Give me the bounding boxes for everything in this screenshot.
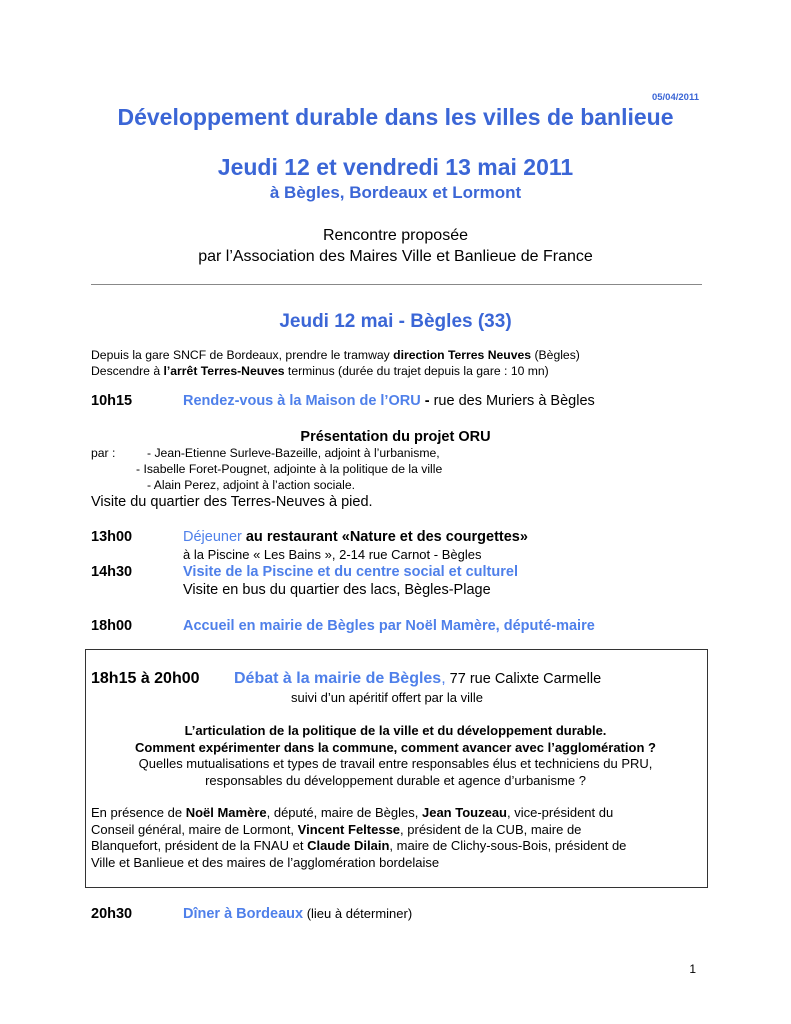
schedule-sub: à la Piscine « Les Bains », 2-14 rue Carnot - Bègles — [183, 547, 482, 562]
day-title: Jeudi 12 mai - Bègles (33) — [279, 311, 512, 332]
directions-text: Descendre à — [91, 364, 164, 378]
presence-name: Vincent Feltesse — [297, 822, 401, 837]
presenter-2: - Isabelle Foret-Pougnet, adjointe à la politique de la ville — [136, 462, 443, 476]
presence-name: Claude Dilain — [307, 838, 390, 853]
debate-question-4: responsables du développement durable et agence d’urbanisme ? — [205, 773, 586, 788]
schedule-time: 20h30 — [91, 906, 133, 922]
presence-text: , président de la CUB, maire de — [400, 822, 582, 837]
schedule-event: Accueil en mairie de Bègles par Noël Mamère, député-maire — [183, 618, 595, 634]
schedule-time: 10h15 — [91, 393, 133, 409]
schedule-event: Visite de la Piscine et du centre social et culturel — [183, 564, 518, 580]
schedule-event-line — [183, 529, 528, 545]
presence-text: En présence de — [91, 805, 186, 820]
presenter-3: - Alain Perez, adjoint à l’action sociale. — [147, 478, 355, 492]
debate-question-1: L’articulation de la politique de la ville et du développement durable. — [184, 723, 607, 738]
directions-emphasis: l’arrêt Terres-Neuves — [163, 364, 285, 378]
presence-name: Jean Touzeau — [421, 805, 507, 820]
debate-address: 77 rue Calixte Carmelle — [445, 671, 602, 687]
schedule-event: Rendez-vous à la Maison de l’ORU — [183, 393, 421, 409]
directions-emphasis: direction Terres Neuves — [393, 348, 532, 362]
schedule-detail: au restaurant «Nature et des courgettes» — [241, 529, 528, 545]
schedule-time: 13h00 — [91, 529, 133, 545]
presence-text: Blanquefort, président de la FNAU et — [91, 838, 308, 853]
schedule-event-line — [183, 906, 412, 922]
presence-text: Conseil général, maire de Lormont, — [91, 822, 298, 837]
page-number: 1 — [689, 962, 696, 976]
debate-heading — [234, 670, 601, 688]
proposed-line-2: par l’Association des Maires Ville et Banlieue de France — [198, 248, 593, 265]
directions-text: terminus (durée du trajet depuis la gare : 10 mn) — [284, 364, 549, 378]
schedule-event-line — [183, 393, 595, 409]
directions-text: Depuis la gare SNCF de Bordeaux, prendre le tramway — [91, 348, 394, 362]
debate-question-2: Comment expérimenter dans la commune, comment avancer avec l’agglomération ? — [135, 740, 656, 755]
schedule-detail: rue des Muriers à Bègles — [433, 393, 595, 409]
horizontal-rule — [91, 284, 702, 285]
presenter-1: - Jean-Etienne Surleve-Bazeille, adjoint à l’urbanisme, — [147, 446, 440, 460]
schedule-event: Dîner à Bordeaux — [183, 906, 304, 922]
debate-question-3: Quelles mutualisations et types de travail entre responsables élus et techniciens du PRU, — [138, 756, 653, 771]
document-title: Développement durable dans les villes de banlieue — [117, 104, 674, 130]
presence-line-4: Ville et Banlieue et des maires de l’agglomération bordelaise — [91, 855, 440, 870]
presentation-title: Présentation du projet ORU — [300, 429, 491, 445]
schedule-detail: (lieu à déterminer) — [303, 906, 413, 921]
schedule-sub: Visite en bus du quartier des lacs, Bègles-Plage — [183, 582, 491, 598]
debate-time — [91, 670, 200, 688]
event-dates: Jeudi 12 et vendredi 13 mai 2011 — [217, 154, 574, 180]
schedule-event: Déjeuner — [183, 529, 242, 545]
event-location: à Bègles, Bordeaux et Lormont — [269, 183, 522, 202]
presence-text: , député, maire de Bègles, — [266, 805, 422, 820]
proposed-line-1: Rencontre proposée — [323, 227, 468, 244]
presence-name: Noël Mamère — [185, 805, 267, 820]
presence-text: , maire de Clichy-sous-Bois, président de — [389, 838, 627, 853]
schedule-time: 18h00 — [91, 618, 133, 634]
schedule-time: 14h30 — [91, 564, 133, 580]
visit-text: Visite du quartier des Terres-Neuves à pied. — [91, 494, 373, 510]
debate-sub: suivi d’un apéritif offert par la ville — [291, 690, 483, 705]
directions-text: (Bègles) — [531, 348, 580, 362]
debate-comma: , — [441, 670, 446, 687]
presence-line-1 — [91, 805, 613, 820]
debate-event: Débat à la mairie de Bègles — [234, 670, 442, 687]
directions-line-2 — [91, 364, 549, 378]
presence-text: , vice-président du — [507, 805, 614, 820]
presence-line-2 — [91, 822, 581, 837]
document-date: 05/04/2011 — [651, 92, 699, 103]
directions-line-1 — [91, 348, 580, 362]
presentation-par: par : — [91, 446, 116, 460]
debate-time-text: 18h15 à 20h00 — [91, 670, 200, 687]
separator: - — [420, 393, 434, 409]
presence-line-3 — [91, 838, 626, 853]
